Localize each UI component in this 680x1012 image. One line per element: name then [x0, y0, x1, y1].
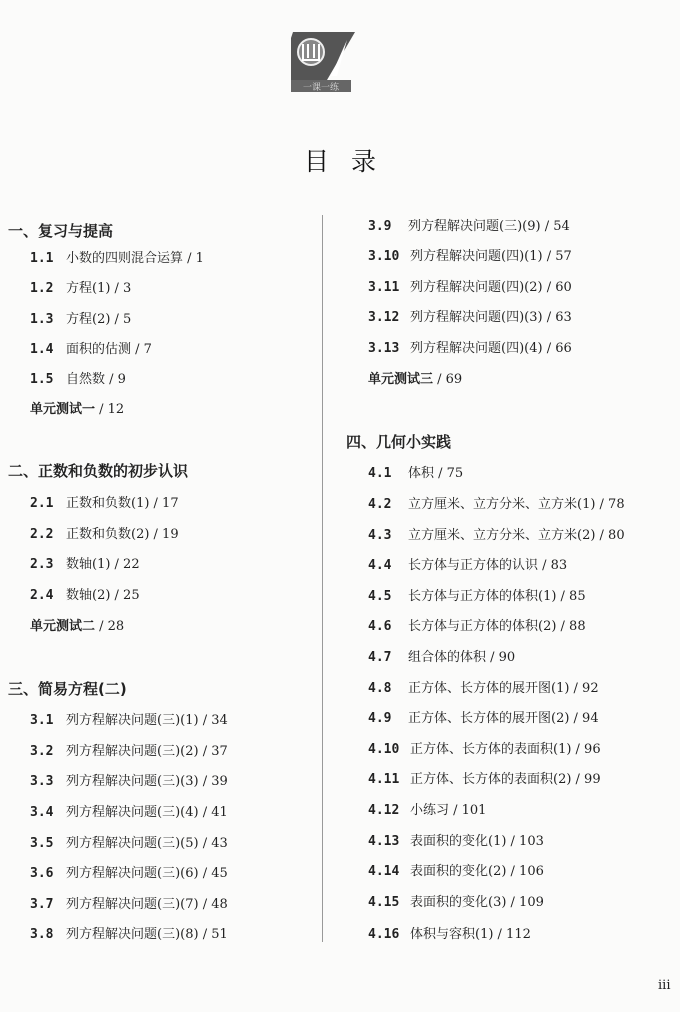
entry-number: 4.7 [368, 650, 392, 665]
toc-entry [368, 680, 599, 698]
entry-number: 3.8 [30, 927, 54, 942]
entry-title: 表面积的变化(1) / 103 [410, 834, 544, 849]
entry-title: 表面积的变化(2) / 106 [410, 864, 544, 879]
entry-title: 方程(1) / 3 [66, 281, 132, 296]
toc-entry [30, 526, 179, 544]
toc-entry [30, 743, 228, 761]
toc-entry [30, 556, 140, 574]
toc-entry [368, 588, 586, 606]
toc-entry [30, 250, 204, 268]
entry-title: 列方程解决问题(三)(3) / 39 [66, 774, 228, 789]
toc-entry [368, 248, 572, 266]
toc-entry [30, 773, 228, 791]
entry-number: 1.5 [30, 372, 54, 387]
section-heading: 三、简易方程(二) [8, 680, 127, 698]
toc-entry [30, 371, 126, 389]
entry-title: 列方程解决问题(三)(6) / 45 [66, 866, 228, 881]
entry-title: 单元测试三 [368, 372, 434, 387]
toc-entry [368, 926, 531, 944]
entry-number: 3.13 [368, 341, 400, 356]
toc-entry [368, 527, 625, 545]
toc-entry [30, 280, 131, 298]
entry-number: 3.6 [30, 866, 54, 881]
entry-number: 4.16 [368, 927, 400, 942]
entry-title: 列方程解决问题(三)(8) / 51 [66, 927, 228, 942]
toc-entry [368, 340, 572, 358]
toc-entry [30, 926, 228, 944]
entry-title: 立方厘米、立方分米、立方米(1) / 78 [408, 497, 625, 512]
entry-title: 组合体的体积 / 90 [408, 650, 516, 665]
entry-page: / 69 [433, 372, 463, 387]
entry-title: 单元测试一 [30, 402, 96, 417]
entry-page: / 12 [95, 402, 125, 417]
unit-test-entry [368, 371, 462, 389]
entry-title: 立方厘米、立方分米、立方米(2) / 80 [408, 528, 625, 543]
entry-number: 3.11 [368, 280, 400, 295]
entry-title: 正方体、长方体的表面积(2) / 99 [410, 772, 601, 787]
toc-entry [368, 279, 572, 297]
entry-title: 正数和负数(1) / 17 [66, 496, 179, 511]
section-heading: 一、复习与提高 [8, 222, 114, 240]
entry-page: / 28 [95, 619, 125, 634]
entry-number: 3.7 [30, 897, 54, 912]
toc-entry [30, 896, 228, 914]
section-heading: 四、几何小实践 [346, 433, 452, 451]
entry-title: 体积与容积(1) / 112 [410, 927, 531, 942]
toc-entry [30, 495, 179, 513]
toc-entry [30, 587, 140, 605]
entry-title: 表面积的变化(3) / 109 [410, 895, 544, 910]
entry-number: 3.3 [30, 774, 54, 789]
entry-title: 列方程解决问题(三)(1) / 34 [66, 713, 228, 728]
entry-title: 正方体、长方体的展开图(1) / 92 [408, 681, 599, 696]
entry-number: 2.3 [30, 557, 54, 572]
entry-title: 列方程解决问题(三)(2) / 37 [66, 744, 228, 759]
section-heading: 二、正数和负数的初步认识 [8, 462, 189, 480]
entry-number: 1.1 [30, 251, 54, 266]
entry-number: 4.2 [368, 497, 392, 512]
entry-title: 列方程解决问题(三)(4) / 41 [66, 805, 228, 820]
toc-entry [368, 802, 486, 820]
unit-test-entry [30, 401, 124, 419]
toc-entry [368, 649, 515, 667]
entry-number: 4.9 [368, 711, 392, 726]
entry-number: 3.10 [368, 249, 400, 264]
toc-entry [368, 218, 570, 236]
entry-number: 2.2 [30, 527, 54, 542]
toc-entry [368, 833, 544, 851]
toc-entry [368, 496, 625, 514]
toc-entry [368, 618, 586, 636]
entry-title: 面积的估测 / 7 [66, 342, 152, 357]
publisher-logo [287, 30, 357, 94]
entry-number: 4.1 [368, 466, 392, 481]
entry-number: 4.10 [368, 742, 400, 757]
entry-number: 4.12 [368, 803, 400, 818]
entry-title: 列方程解决问题(四)(4) / 66 [410, 341, 572, 356]
toc-entry [368, 309, 572, 327]
unit-test-entry [30, 618, 124, 636]
entry-number: 4.8 [368, 681, 392, 696]
entry-title: 列方程解决问题(三)(7) / 48 [66, 897, 228, 912]
entry-number: 4.6 [368, 619, 392, 634]
entry-title: 自然数 / 9 [66, 372, 126, 387]
entry-title: 长方体与正方体的体积(2) / 88 [408, 619, 586, 634]
toc-entry [368, 771, 601, 789]
entry-title: 单元测试二 [30, 619, 96, 634]
entry-title: 长方体与正方体的认识 / 83 [408, 558, 568, 573]
toc-entry [368, 894, 544, 912]
entry-number: 1.4 [30, 342, 54, 357]
entry-number: 3.12 [368, 310, 400, 325]
entry-number: 4.4 [368, 558, 392, 573]
entry-title: 长方体与正方体的体积(1) / 85 [408, 589, 586, 604]
entry-title: 正方体、长方体的展开图(2) / 94 [408, 711, 599, 726]
entry-title: 小练习 / 101 [410, 803, 487, 818]
entry-number: 2.1 [30, 496, 54, 511]
entry-number: 4.14 [368, 864, 400, 879]
entry-title: 正方体、长方体的表面积(1) / 96 [410, 742, 601, 757]
toc-entry [30, 341, 152, 359]
entry-number: 1.3 [30, 312, 54, 327]
entry-title: 列方程解决问题(四)(2) / 60 [410, 280, 572, 295]
entry-number: 4.13 [368, 834, 400, 849]
entry-number: 3.1 [30, 713, 54, 728]
entry-title: 列方程解决问题(三)(9) / 54 [408, 219, 570, 234]
svg-text:一课一练: 一课一练 [302, 83, 340, 93]
entry-number: 4.15 [368, 895, 400, 910]
toc-entry [30, 835, 228, 853]
entry-number: 1.2 [30, 281, 54, 296]
page-title: 目录 [303, 147, 398, 176]
entry-title: 列方程解决问题(四)(1) / 57 [410, 249, 572, 264]
toc-entry [368, 557, 567, 575]
toc-entry [368, 863, 544, 881]
entry-title: 正数和负数(2) / 19 [66, 527, 179, 542]
toc-entry [30, 712, 228, 730]
entry-title: 方程(2) / 5 [66, 312, 132, 327]
entry-number: 4.3 [368, 528, 392, 543]
entry-number: 3.5 [30, 836, 54, 851]
entry-number: 3.2 [30, 744, 54, 759]
page-number: iii [658, 978, 671, 993]
entry-title: 数轴(1) / 22 [66, 557, 140, 572]
toc-entry [30, 804, 228, 822]
entry-title: 小数的四则混合运算 / 1 [66, 251, 204, 266]
entry-number: 3.9 [368, 219, 392, 234]
entry-number: 3.4 [30, 805, 54, 820]
toc-entry [368, 741, 601, 759]
toc-entry [30, 865, 228, 883]
entry-number: 2.4 [30, 588, 54, 603]
entry-title: 列方程解决问题(四)(3) / 63 [410, 310, 572, 325]
entry-number: 4.5 [368, 589, 392, 604]
entry-number: 4.11 [368, 772, 400, 787]
entry-title: 体积 / 75 [408, 466, 464, 481]
toc-entry [368, 710, 599, 728]
column-divider [322, 215, 323, 942]
toc-entry [30, 311, 131, 329]
entry-title: 列方程解决问题(三)(5) / 43 [66, 836, 228, 851]
entry-title: 数轴(2) / 25 [66, 588, 140, 603]
toc-entry [368, 465, 463, 483]
